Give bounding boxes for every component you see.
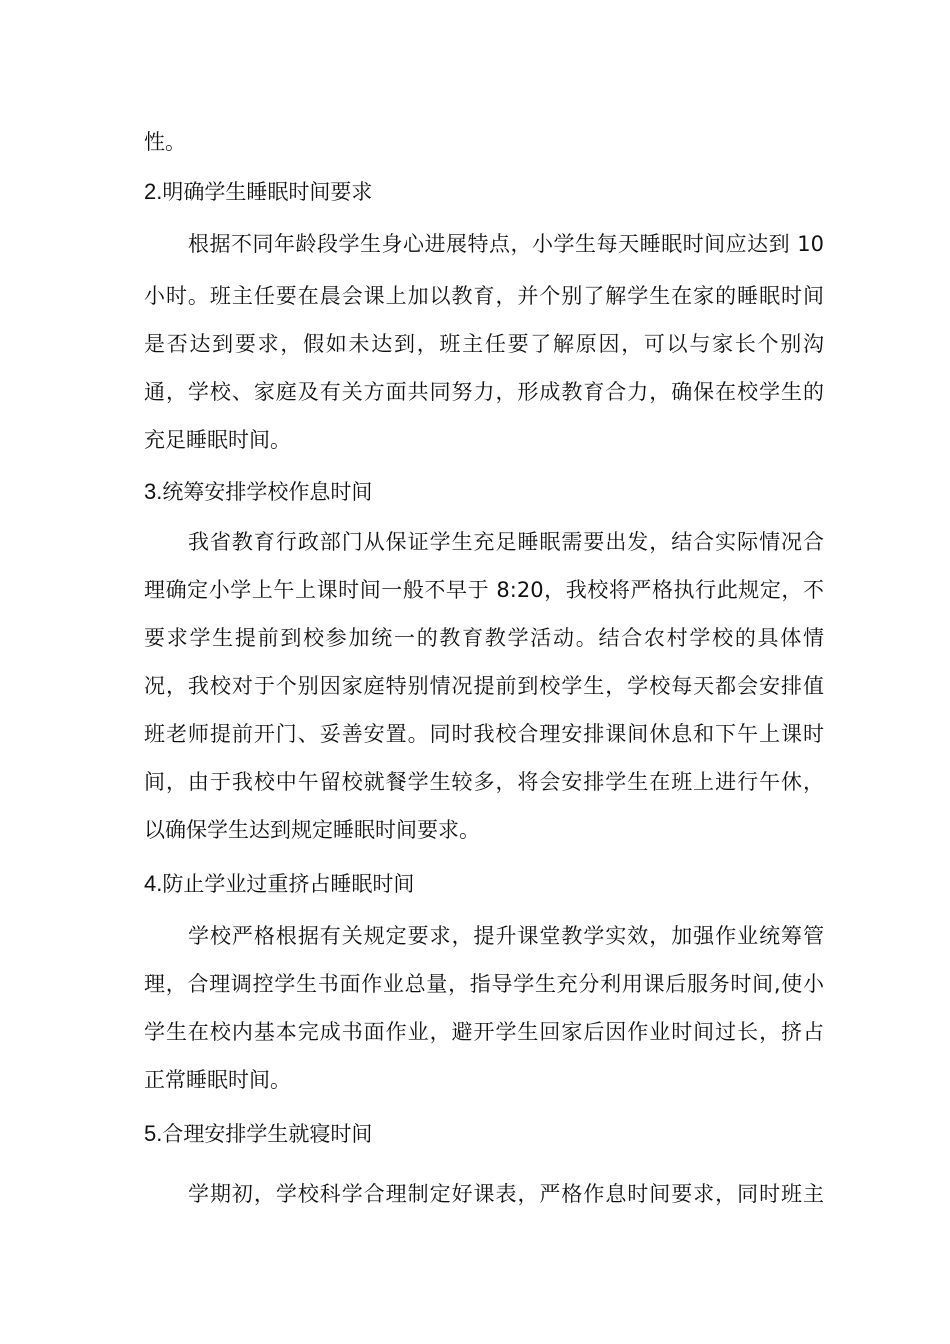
paragraph-line: 学校严格根据有关规定要求，提升课堂教学实效，加强作业统筹管 [188,924,824,948]
paragraph-line: 通，学校、家庭及有关方面共同努力，形成教育合力，确保在校学生的 [144,380,824,404]
paragraph-line: 是否达到要求，假如未达到，班主任要了解原因，可以与家长个别沟 [144,332,824,356]
paragraph-line: 班老师提前开门、妥善安置。同时我校合理安排课间休息和下午上课时 [144,722,824,746]
section-title: 明确学生睡眠时间要求 [162,180,373,204]
paragraph-line: 充足睡眠时间。 [144,428,291,452]
paragraph-line: 学期初，学校科学合理制定好课表，严格作息时间要求，同时班主 [188,1182,824,1206]
paragraph-line: 正常睡眠时间。 [144,1068,291,1092]
paragraph-line: 以确保学生达到规定睡眠时间要求。 [144,818,480,842]
paragraph-line: 况，我校对于个别因家庭特别情况提前到校学生，学校每天都会安排值 [144,674,824,698]
section-title: 合理安排学生就寝时间 [162,1122,373,1146]
section-title: 统筹安排学校作息时间 [162,480,373,504]
paragraph-line: 性。 [144,130,186,154]
section-heading-2 [144,177,372,207]
paragraph-line: 我省教育行政部门从保证学生充足睡眠需要出发，结合实际情况合 [188,530,824,554]
section-heading-5 [144,1119,372,1149]
paragraph-line: 学生在校内基本完成书面作业，避开学生回家后因作业时间过长，挤占 [144,1020,824,1044]
section-number: 5. [144,1121,163,1146]
paragraph-line: 要求学生提前到校参加统一的教育教学活动。结合农村学校的具体情 [144,626,824,650]
paragraph-line: 根据不同年龄段学生身心进展特点，小学生每天睡眠时间应达到 10 [188,232,824,256]
section-number: 4. [144,871,163,896]
paragraph-line: 理确定小学上午上课时间一般不早于 8:20，我校将严格执行此规定，不 [144,578,824,602]
paragraph-line: 间，由于我校中午留校就餐学生较多，将会安排学生在班上进行午休， [144,770,824,794]
paragraph-line: 理，合理调控学生书面作业总量，指导学生充分利用课后服务时间,使小 [144,972,824,996]
section-heading-3 [144,477,372,507]
section-number: 3. [144,479,163,504]
section-number: 2. [144,179,163,204]
paragraph-line: 小时。班主任要在晨会课上加以教育，并个别了解学生在家的睡眠时间 [144,284,824,308]
section-title: 防止学业过重挤占睡眠时间 [162,872,415,896]
section-heading-4 [144,869,414,899]
